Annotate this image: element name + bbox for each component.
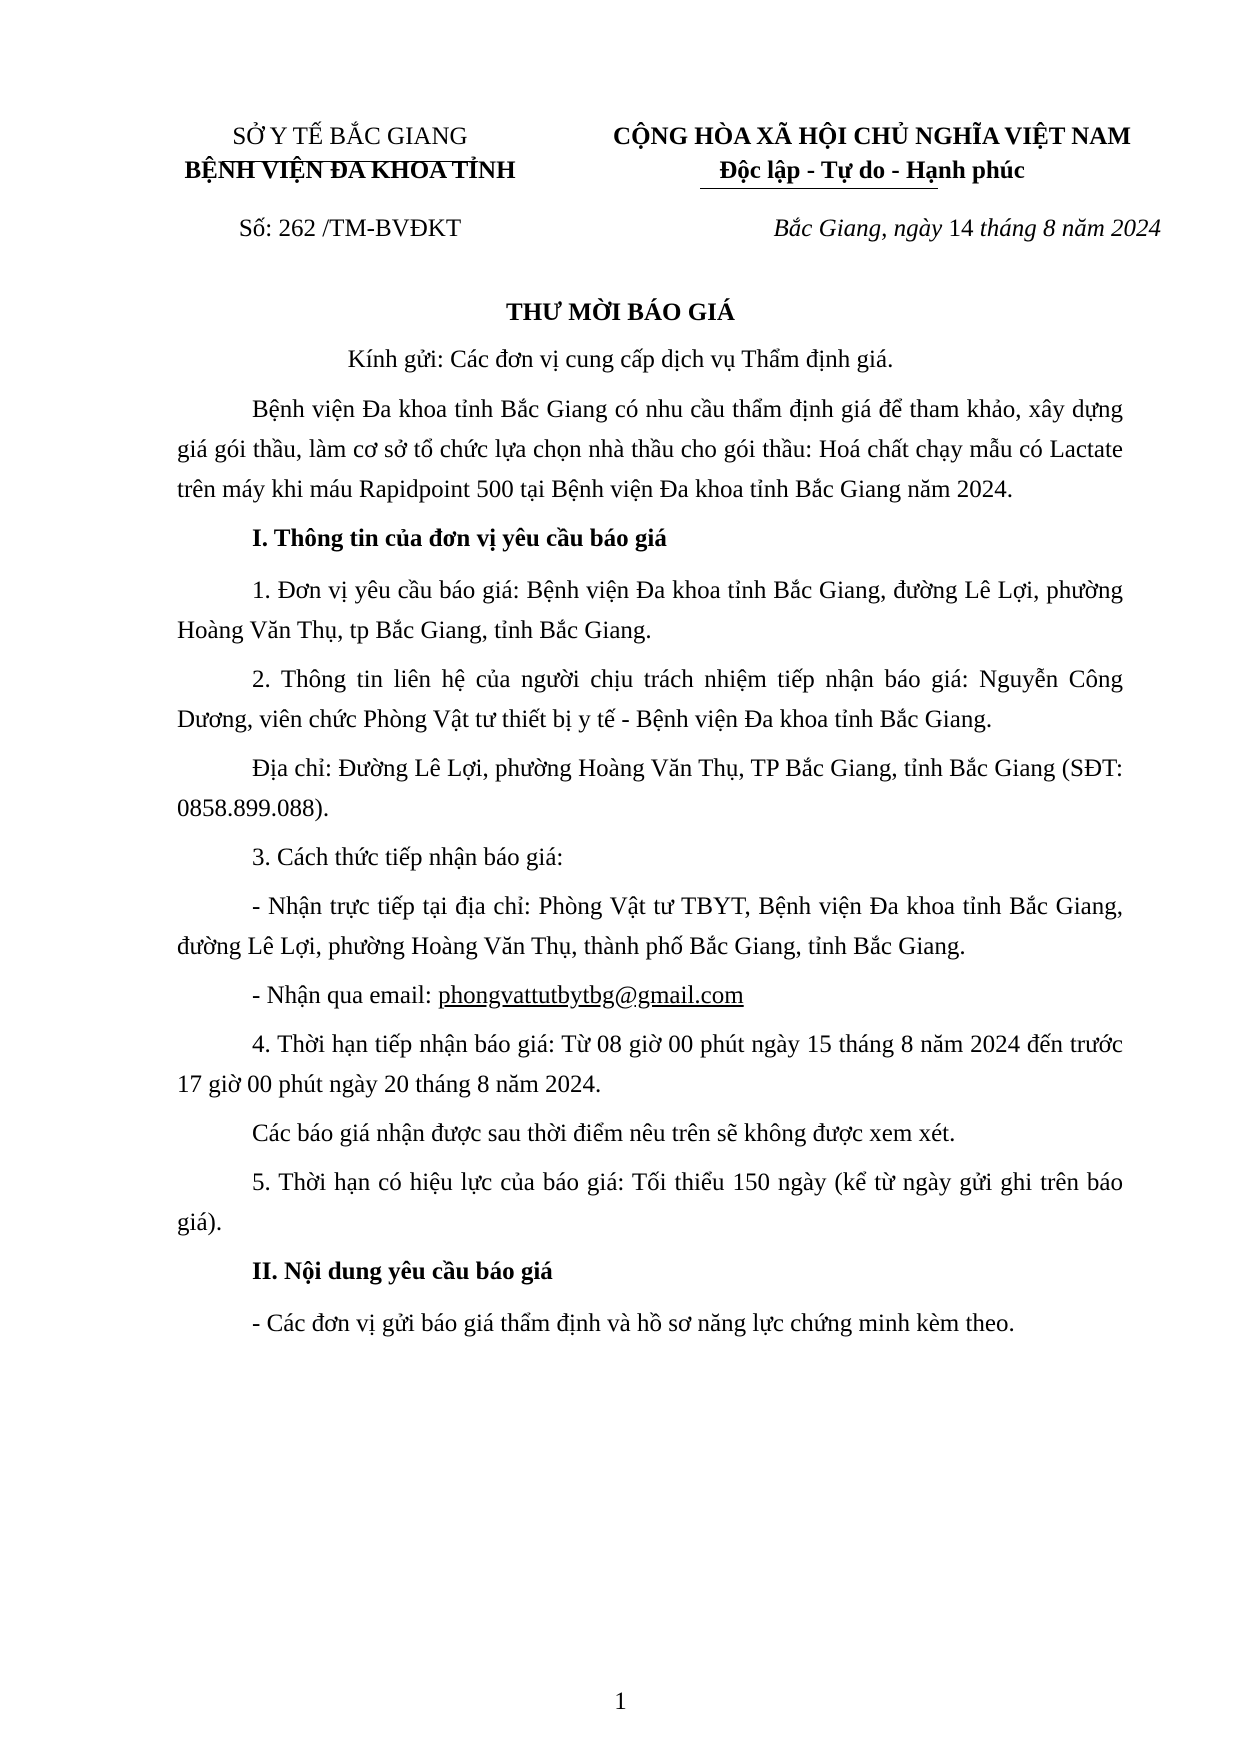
date-suffix: tháng 8 năm 2024 — [973, 215, 1161, 242]
section2-heading: II. Nội dung yêu cầu báo giá — [252, 1258, 553, 1285]
issuer-name: BỆNH VIỆN ĐA KHOA TỈNH — [184, 157, 516, 184]
national-title: CỘNG HÒA XÃ HỘI CHỦ NGHĨA VIỆT NAM — [613, 123, 1131, 150]
national-motto: Độc lập - Tự do - Hạnh phúc — [719, 157, 1025, 184]
date-prefix: Bắc Giang, ngày — [773, 215, 949, 242]
page-number: 1 — [614, 1688, 627, 1715]
section1-item1: 1. Đơn vị yêu cầu báo giá: Bệnh viện Đa khoa tỉnh Bắc Giang, đường Lê Lợi, phường Hoàng Văn Thụ, tp Bắc Giang, tỉnh Bắc Giang. — [177, 577, 1123, 644]
issuer-underline — [222, 161, 478, 162]
email-label: - Nhận qua email: — [252, 982, 439, 1009]
motto-underline — [700, 188, 938, 189]
issuer-header — [150, 120, 550, 188]
date-day: 14 — [948, 215, 974, 242]
intro-paragraph: Bệnh viện Đa khoa tỉnh Bắc Giang có nhu cầu thẩm định giá để tham khảo, xây dựng giá gói thầu, làm cơ sở tổ chức lựa chọn nhà thầu cho gói thầu: Hoá chất chạy mẫu có Lactate trên máy khi máu Rapidpoint 500 tại Bệnh viện Đa khoa tỉnh Bắc Giang năm 2024. — [177, 396, 1123, 503]
section1-item3: 3. Cách thức tiếp nhận báo giá: — [252, 844, 564, 871]
document-number: Số: 262 /TM-BVĐKT — [238, 215, 462, 242]
national-header — [582, 120, 1162, 188]
document-title: THƯ MỜI BÁO GIÁ — [506, 299, 735, 326]
section1-item4-note: Các báo giá nhận được sau thời điểm nêu trên sẽ không được xem xét. — [252, 1120, 956, 1147]
section1-item2: 2. Thông tin liên hệ của người chịu trách nhiệm tiếp nhận báo giá: Nguyễn Công Dương, viên chức Phòng Vật tư thiết bị y tế - Bệnh viện Đa khoa tỉnh Bắc Giang. — [177, 666, 1123, 733]
issuer-parent-agency: SỞ Y TẾ BẮC GIANG — [232, 123, 468, 150]
section2-item1: - Các đơn vị gửi báo giá thẩm định và hồ sơ năng lực chứng minh kèm theo. — [252, 1310, 1015, 1337]
document-body — [177, 390, 1123, 1353]
recipient-line: Kính gửi: Các đơn vị cung cấp dịch vụ Thẩm định giá. — [347, 346, 894, 373]
contact-address: Địa chỉ: Đường Lê Lợi, phường Hoàng Văn Thụ, TP Bắc Giang, tỉnh Bắc Giang (SĐT: 0858.899.088). — [177, 755, 1123, 822]
section1-heading: I. Thông tin của đơn vị yêu cầu báo giá — [252, 525, 667, 552]
section1-item4: 4. Thời hạn tiếp nhận báo giá: Từ 08 giờ 00 phút ngày 15 tháng 8 năm 2024 đến trước 17 giờ 00 phút ngày 20 tháng 8 năm 2024. — [177, 1031, 1123, 1098]
section1-item3-direct: - Nhận trực tiếp tại địa chỉ: Phòng Vật tư TBYT, Bệnh viện Đa khoa tỉnh Bắc Giang, đường Lê Lợi, phường Hoàng Văn Thụ, thành phố Bắc Giang, tỉnh Bắc Giang. — [177, 893, 1123, 960]
section1-item5: 5. Thời hạn có hiệu lực của báo giá: Tối thiểu 150 ngày (kể từ ngày gửi ghi trên báo giá). — [177, 1169, 1123, 1236]
document-date — [774, 212, 1161, 246]
section1-item3-email-line — [177, 976, 1123, 1016]
email-link[interactable]: phongvattutbytbg@gmail.com — [438, 982, 744, 1009]
